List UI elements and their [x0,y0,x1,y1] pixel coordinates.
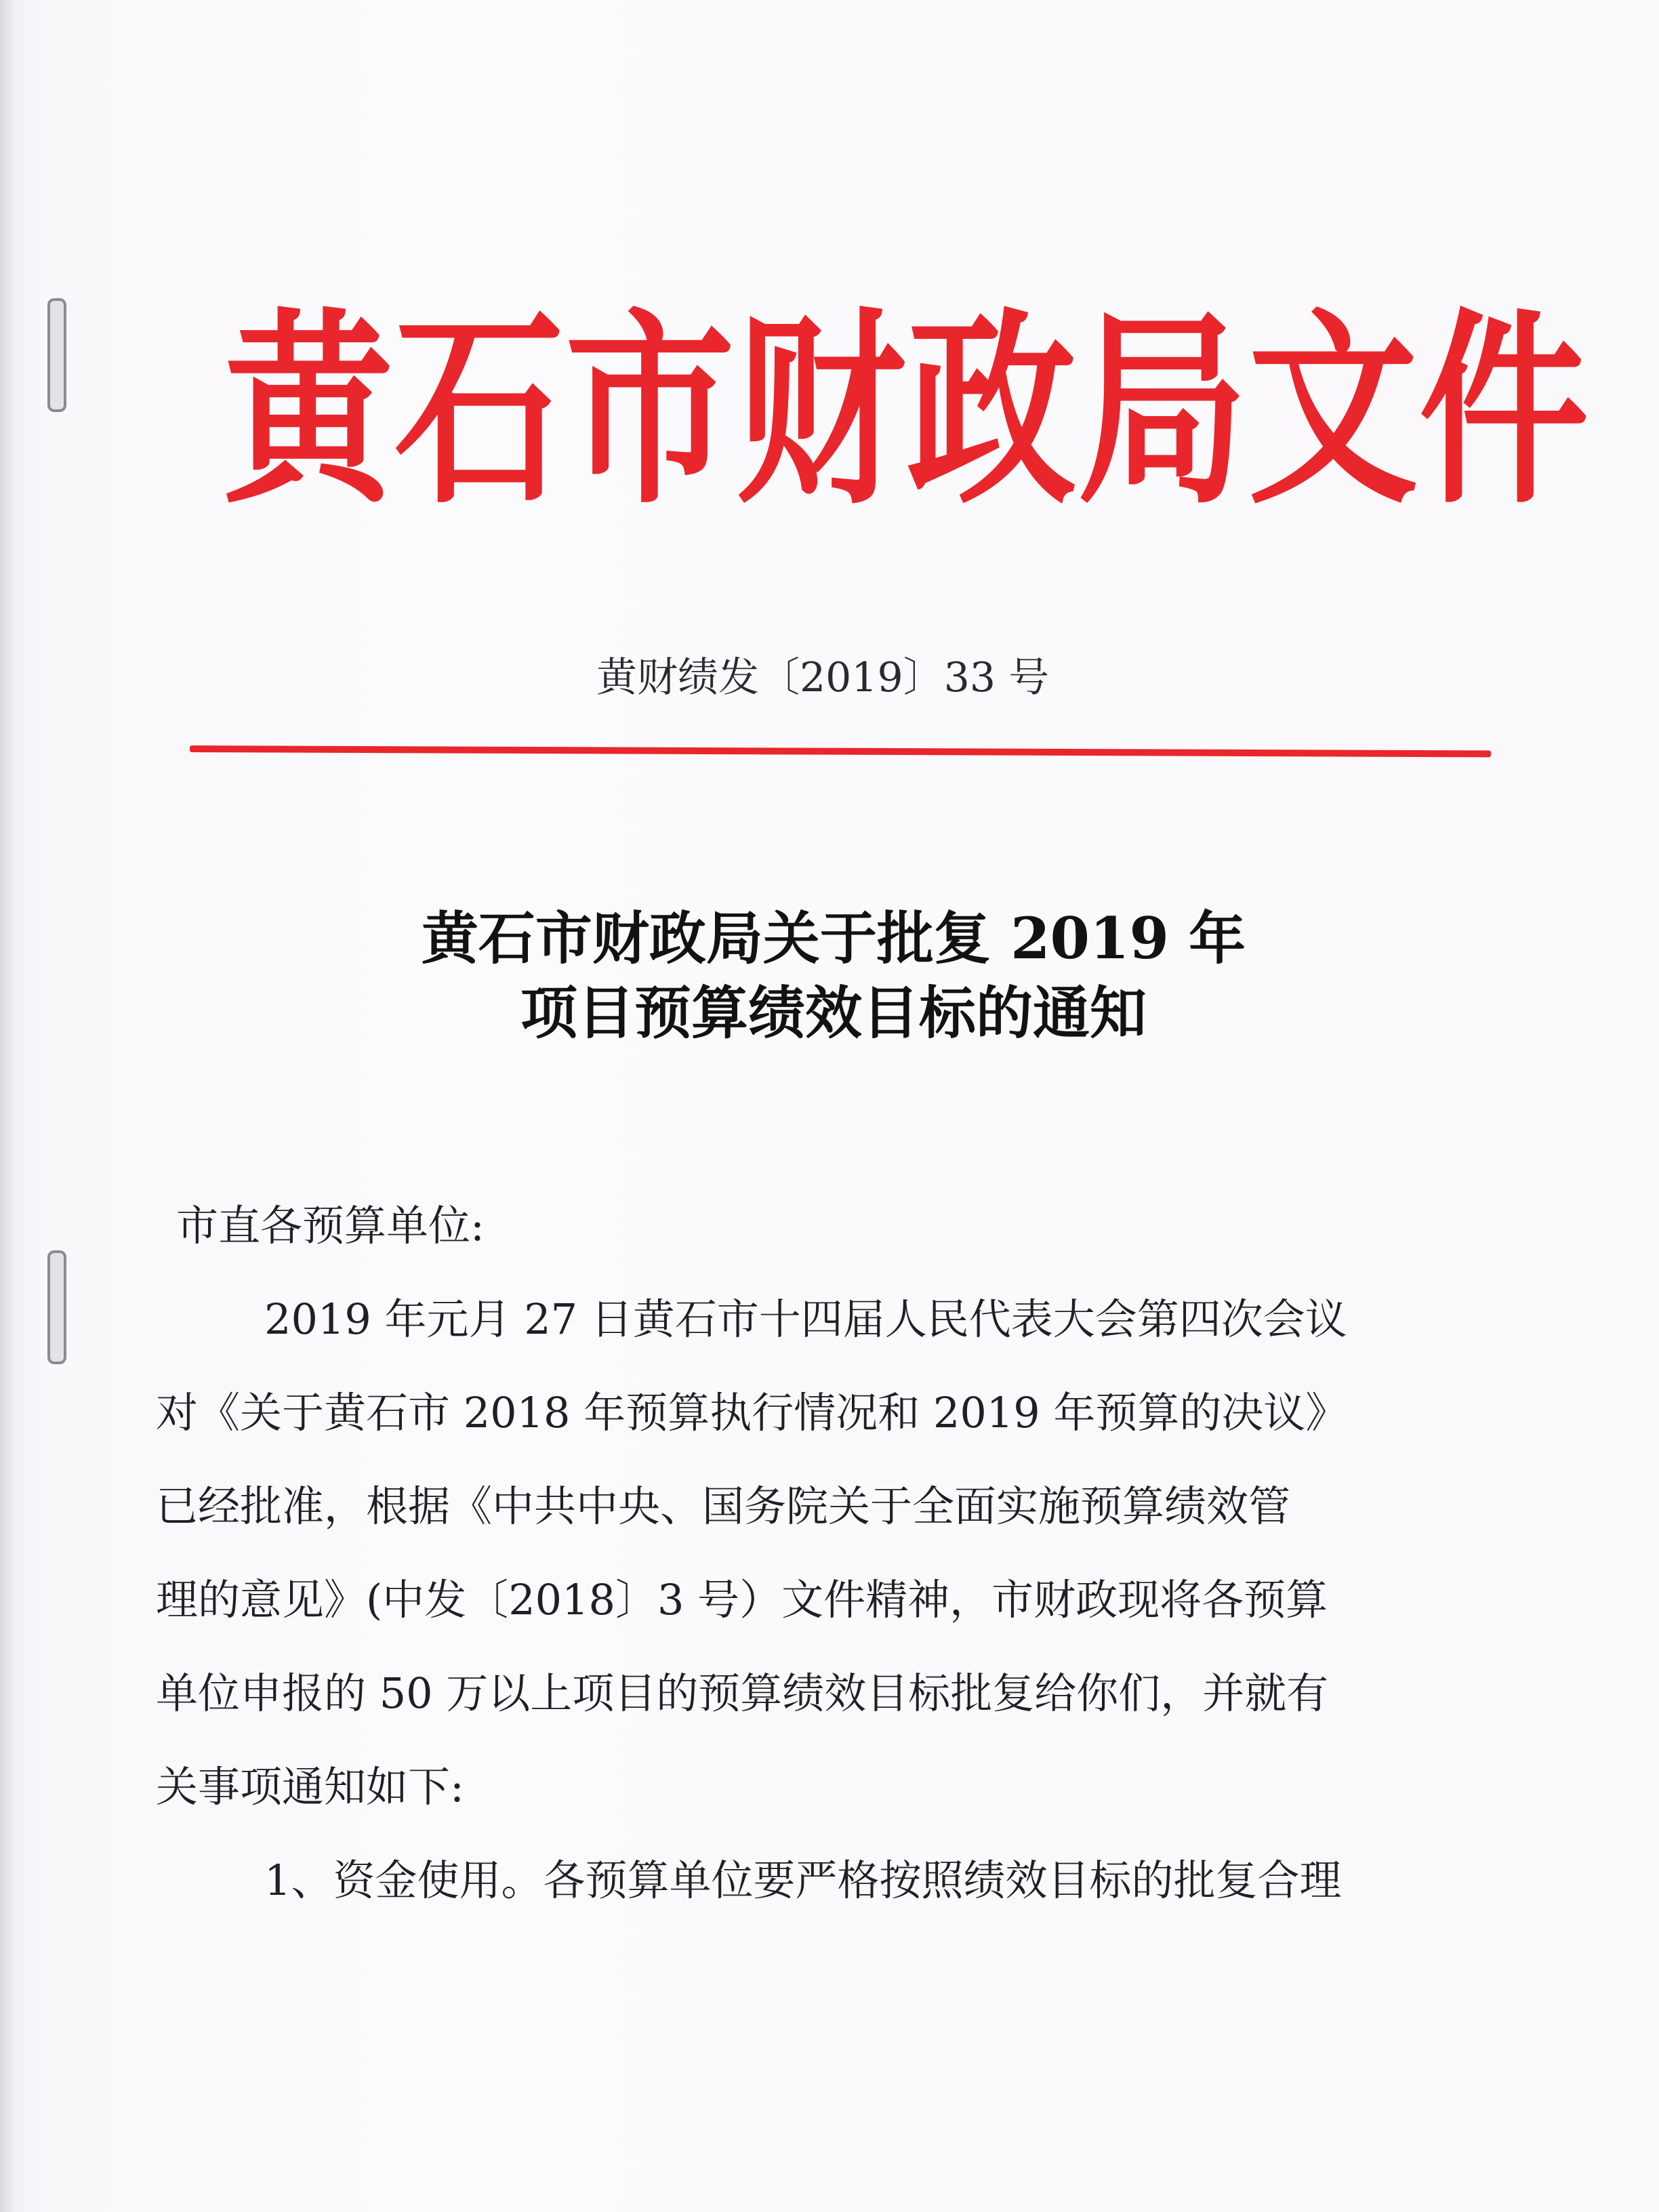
binder-clip-top [47,298,66,412]
notice-title-line-2: 项目预算绩效目标的通知 [520,979,1147,1046]
document-number: 黄财绩发〔2019〕33 号 [596,654,1050,701]
notice-title [203,901,1464,1050]
salutation: 市直各预算单位: [176,1201,485,1250]
body-line-5: 单位申报的 50 万以上项目的预算绩效目标批复给你们，并就有 [156,1668,1329,1718]
red-divider-line [190,745,1491,757]
page-left-edge [0,0,15,2212]
body-line-1: 2019 年元月 27 日黄石市十四届人民代表大会第四次会议 [264,1294,1347,1344]
body-line-6: 关事项通知如下: [156,1762,464,1811]
binder-clip-middle [47,1250,66,1364]
body-line-4: 理的意见》(中发〔2018〕3 号）文件精神，市财政现将各预算 [156,1575,1328,1624]
body-line-7: 1、资金使用。各预算单位要严格按照绩效目标的批复合理 [264,1856,1342,1905]
notice-body [156,1179,1471,1927]
body-line-2: 对《关于黄石市 2018 年预算执行情况和 2019 年预算的决议》 [156,1388,1348,1437]
notice-title-line-1: 黄石市财政局关于批复 2019 年 [421,905,1246,972]
red-header-title: 黄石市财政局文件 [224,288,1590,532]
body-line-3: 已经批准，根据《中共中央、国务院关于全面实施预算绩效管 [156,1481,1291,1531]
